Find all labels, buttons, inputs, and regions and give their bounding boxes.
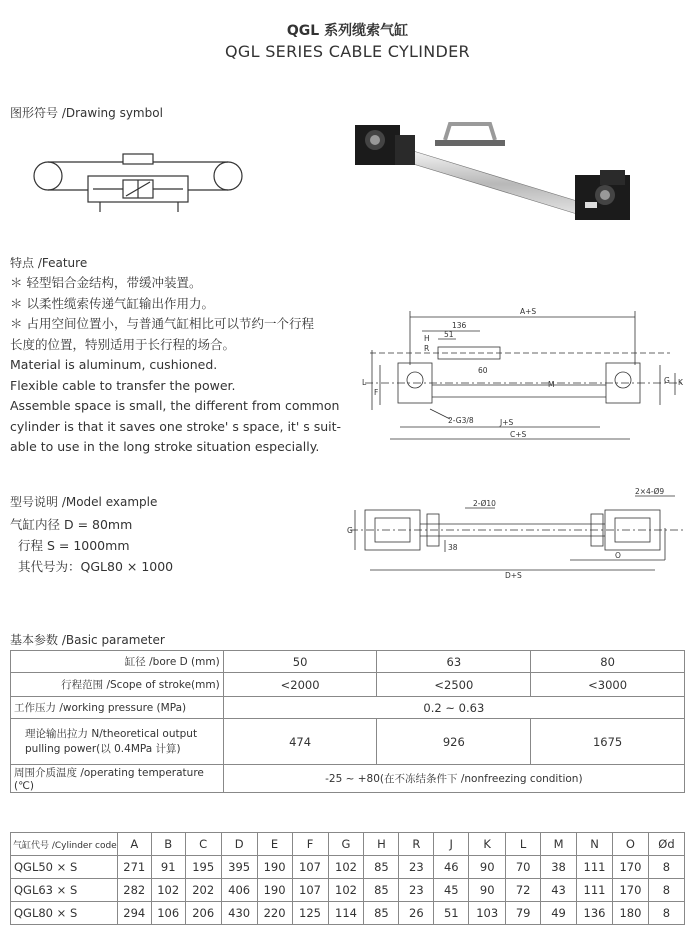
label-g: G	[664, 376, 670, 385]
dimension-cell: 102	[151, 879, 185, 902]
model-line-code: 其代号为：QGL80 × 1000	[18, 559, 174, 574]
table-row	[11, 673, 685, 697]
dimension-cell: 271	[117, 856, 151, 879]
label-k: K	[678, 378, 683, 387]
header-c: C	[185, 833, 221, 856]
technical-drawing-bottom	[345, 488, 690, 583]
dimension-cell: 102	[328, 879, 364, 902]
dimension-cell: 85	[364, 856, 399, 879]
header-e: E	[257, 833, 292, 856]
table-row	[11, 719, 685, 765]
dimension-cell: 38	[541, 856, 577, 879]
label-r: R	[424, 344, 430, 353]
model-line-bore: 气缸内径 D = 80mm	[10, 517, 133, 532]
table-row	[11, 697, 685, 719]
label-g-bottom: G	[347, 526, 353, 535]
dimension-cell: 282	[117, 879, 151, 902]
param-label: 理论输出拉力 N/theoretical output pulling power(以 0.4MPa 计算)	[11, 719, 224, 765]
header-j: J	[434, 833, 469, 856]
header-b: B	[151, 833, 185, 856]
dimension-cell: 70	[506, 856, 541, 879]
dimension-cell: 395	[221, 856, 257, 879]
label-m: M	[548, 380, 555, 389]
table-row	[11, 765, 685, 793]
label-h: H	[424, 334, 430, 343]
dimension-cell: 91	[151, 856, 185, 879]
param-value: 926	[377, 719, 531, 765]
param-value: <3000	[531, 673, 685, 697]
dimension-cell: 107	[292, 856, 328, 879]
dimension-cell: 180	[612, 902, 648, 925]
dimension-table	[10, 832, 685, 925]
label-l: L	[362, 378, 367, 387]
feature-line: 长度的位置，特别适用于长行程的场合。	[10, 336, 236, 352]
param-value: 474	[223, 719, 377, 765]
dimension-cell: 430	[221, 902, 257, 925]
dimension-cell: 8	[648, 879, 684, 902]
dimension-cell: 107	[292, 879, 328, 902]
dimension-cell: 49	[541, 902, 577, 925]
dimension-cell: 103	[469, 902, 506, 925]
dimension-cell: 23	[399, 856, 434, 879]
table-row	[11, 902, 685, 925]
param-value-merged: 0.2 ~ 0.63	[223, 697, 684, 719]
dimension-cell: 195	[185, 856, 221, 879]
dimension-cell: 46	[434, 856, 469, 879]
label-60: 60	[478, 366, 488, 375]
drawing-symbol-heading: 图形符号 /Drawing symbol	[10, 106, 163, 120]
basic-parameter-table	[10, 650, 685, 793]
dimension-cell: 102	[328, 856, 364, 879]
cylinder-code-cell: QGL50 × S	[11, 856, 118, 879]
label-o: O	[615, 551, 621, 560]
label-a-plus-s: A+S	[520, 307, 537, 316]
dimension-cell: 26	[399, 902, 434, 925]
dimension-cell: 90	[469, 856, 506, 879]
label-38: 38	[448, 543, 458, 552]
dimension-cell: 294	[117, 902, 151, 925]
dimension-cell: 106	[151, 902, 185, 925]
param-value: <2500	[377, 673, 531, 697]
dimension-cell: 190	[257, 879, 292, 902]
label-51: 51	[444, 330, 454, 339]
param-label: 缸径 /bore D (mm)	[11, 651, 224, 673]
label-d10: 2-Ø10	[473, 499, 496, 508]
dimension-cell: 8	[648, 902, 684, 925]
feature-line: cylinder is that it saves one stroke' s space, it' s suit-	[10, 418, 342, 434]
dimension-cell: 220	[257, 902, 292, 925]
dimension-cell: 45	[434, 879, 469, 902]
technical-drawing-top	[360, 305, 690, 455]
dimension-cell: 170	[612, 879, 648, 902]
header-l: L	[506, 833, 541, 856]
dimension-cell: 136	[577, 902, 613, 925]
header-d: D	[221, 833, 257, 856]
dimension-cell: 206	[185, 902, 221, 925]
param-label: 行程范围 /Scope of stroke(mm)	[11, 673, 224, 697]
label-c-plus-s: C+S	[510, 430, 527, 439]
dimension-cell: 85	[364, 879, 399, 902]
dimension-cell: 51	[434, 902, 469, 925]
title-english: QGL SERIES CABLE CYLINDER	[225, 42, 470, 61]
feature-line: ＊ 占用空间位置小，与普通气缸相比可以节约一个行程	[10, 316, 314, 331]
product-photo	[350, 110, 650, 240]
param-value: 50	[223, 651, 377, 673]
feature-line: Material is aluminum, cushioned.	[10, 357, 218, 372]
drawing-symbol-diagram	[28, 148, 248, 216]
header-f: F	[292, 833, 328, 856]
feature-line: able to use in the long stroke situation especially.	[10, 439, 320, 454]
dimension-cell: 125	[292, 902, 328, 925]
header-m: M	[541, 833, 577, 856]
dimension-table-body	[11, 856, 685, 925]
dimension-cell: 202	[185, 879, 221, 902]
dimension-cell: 111	[577, 879, 613, 902]
header-diameter: Ød	[648, 833, 684, 856]
label-thread: 2-G3/8	[448, 416, 474, 425]
header-r: R	[399, 833, 434, 856]
dimension-cell: 85	[364, 902, 399, 925]
table-header-row	[11, 833, 685, 856]
param-value-merged: -25 ~ +80(在不冻结条件下 /nonfreezing condition)	[223, 765, 684, 793]
dimension-cell: 8	[648, 856, 684, 879]
dimension-cell: 90	[469, 879, 506, 902]
dimension-cell: 406	[221, 879, 257, 902]
label-136: 136	[452, 321, 467, 330]
dimension-cell: 79	[506, 902, 541, 925]
label-f: F	[374, 388, 379, 397]
cylinder-code-cell: QGL63 × S	[11, 879, 118, 902]
dimension-cell: 111	[577, 856, 613, 879]
dimension-cell: 72	[506, 879, 541, 902]
table-row	[11, 879, 685, 902]
param-label: 工作压力 /working pressure (MPa)	[11, 697, 224, 719]
param-label: 周围介质温度 /operating temperature (℃)	[11, 765, 224, 793]
dimension-cell: 190	[257, 856, 292, 879]
feature-line: ＊ 轻型铝合金结构，带缓冲装置。	[10, 275, 202, 290]
feature-list	[10, 273, 350, 458]
header-g: G	[328, 833, 364, 856]
feature-line: Assemble space is small, the different from common	[10, 398, 340, 413]
dimension-cell: 170	[612, 856, 648, 879]
model-example-list	[10, 514, 173, 577]
header-h: H	[364, 833, 399, 856]
label-d-plus-s: D+S	[505, 571, 522, 580]
label-j-plus-s: J+S	[500, 418, 514, 427]
model-line-stroke: 行程 S = 1000mm	[18, 538, 130, 553]
label-hole: 2×4-Ø9	[635, 488, 665, 496]
header-a: A	[117, 833, 151, 856]
header-k: K	[469, 833, 506, 856]
dimension-cell: 43	[541, 879, 577, 902]
header-n: N	[577, 833, 613, 856]
cylinder-code-cell: QGL80 × S	[11, 902, 118, 925]
param-value: 63	[377, 651, 531, 673]
param-value: 80	[531, 651, 685, 673]
feature-heading: 特点 /Feature	[10, 256, 88, 270]
param-value: 1675	[531, 719, 685, 765]
header-o: O	[612, 833, 648, 856]
dimension-cell: 114	[328, 902, 364, 925]
title-chinese: QGL 系列缆索气缸	[286, 23, 409, 39]
table-row	[11, 856, 685, 879]
feature-line: Flexible cable to transfer the power.	[10, 377, 236, 393]
param-value: <2000	[223, 673, 377, 697]
table-row	[11, 651, 685, 673]
dimension-cell: 23	[399, 879, 434, 902]
feature-line: ＊ 以柔性缆索传递气缸输出作用力。	[10, 295, 214, 311]
model-example-heading: 型号说明 /Model example	[10, 495, 158, 509]
header-cylinder-code: 气缸代号 /Cylinder code	[11, 833, 118, 856]
basic-parameter-heading: 基本参数 /Basic parameter	[10, 633, 165, 647]
